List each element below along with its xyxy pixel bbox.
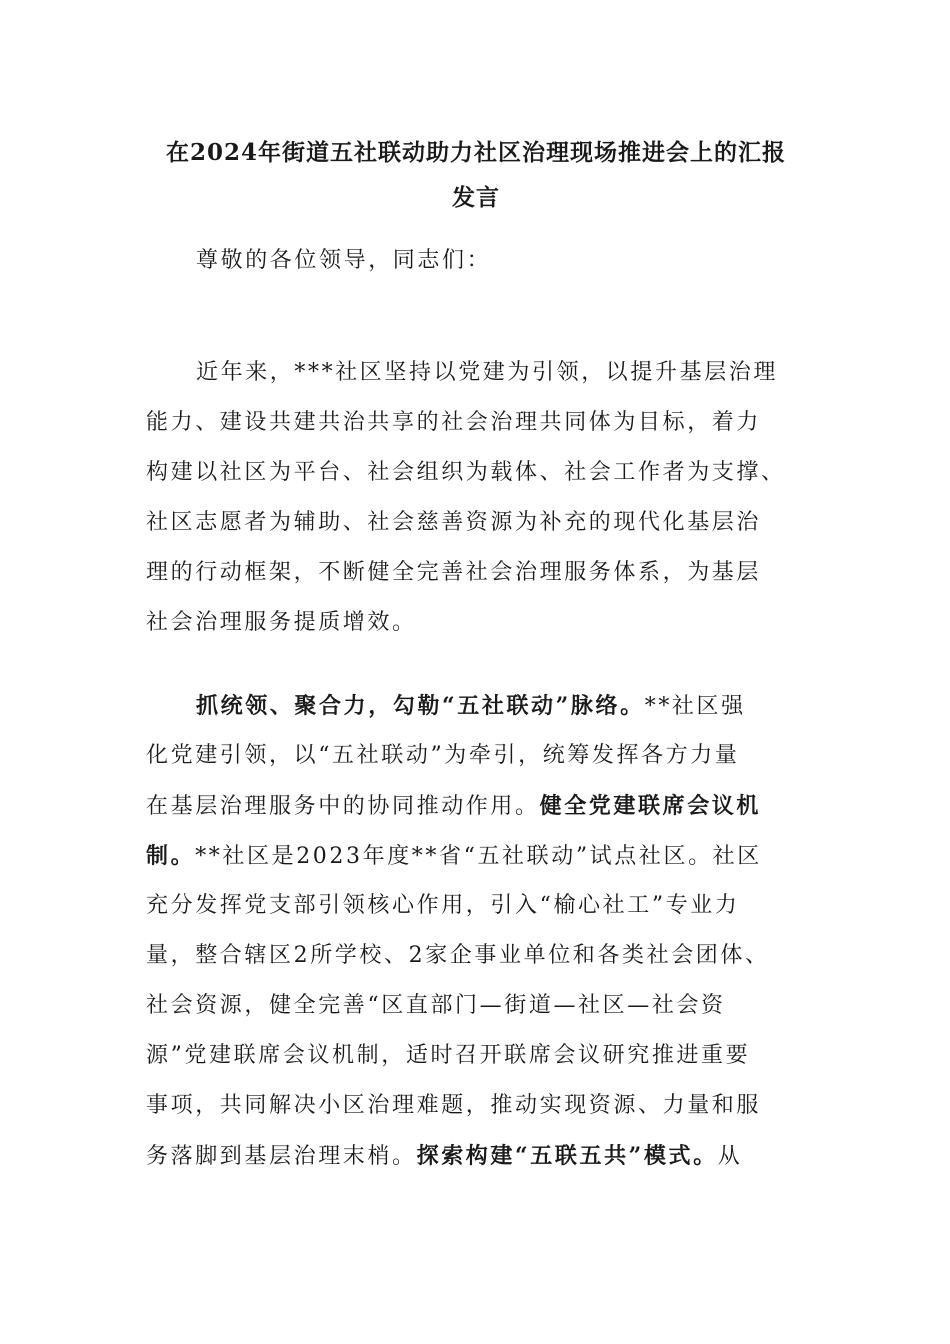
document-title-line-1: 在2024年街道五社联动助力社区治理现场推进会上的汇报 [165,139,786,166]
paragraph-2-text: **社区是2023年度**省“五社联动”试点社区。社区 [195,844,762,869]
paragraph-1-line: 理的行动框架，不断健全完善社会治理服务体系，为基层 [146,560,762,585]
paragraph-2-text: **社区强 [644,694,746,719]
paragraph-2-line [146,1141,796,1171]
paragraph-2-line [146,841,796,871]
paragraph-2-line [196,691,846,721]
section-heading: 抓统领、聚合力，勾勒“五社联动”脉络。 [196,693,645,719]
paragraph-2-line: 化党建引领，以“五社联动”为牵引，统筹发挥各方力量 [146,743,740,768]
paragraph-1-line: 近年来，***社区坚持以党建为引领，以提升基层治理 [196,360,779,385]
paragraph-2-text: 从 [717,1144,743,1169]
paragraph-1-line: 构建以社区为平台、社会组织为载体、社会工作者为支撑、 [146,460,786,485]
paragraph-2-line: 量，整合辖区2所学校、2家企事业单位和各类社会团体、 [146,943,770,968]
paragraph-2-text: 务落脚到基层治理末梢。 [146,1144,417,1169]
paragraph-2-line: 事项，共同解决小区治理难题，推动实现资源、力量和服 [146,1093,762,1118]
paragraph-2-line: 充分发挥党支部引领核心作用，引入“榆心社工”专业力 [146,893,740,918]
paragraph-2-line [146,791,796,821]
paragraph-2-text: 在基层治理服务中的协同推动作用。 [146,794,540,819]
salutation: 尊敬的各位领导，同志们： [196,248,492,273]
paragraph-2-line: 源”党建联席会议机制，适时召开联席会议研究推进重要 [146,1043,751,1068]
subheading: 健全党建联席会议机 [539,793,762,819]
document-title-line-2: 发言 [452,184,500,211]
subheading: 探索构建“五联五共”模式。 [416,1143,718,1169]
paragraph-1-line: 社会治理服务提质增效。 [146,610,417,635]
paragraph-2-line: 社会资源，健全完善“区直部门—街道—社区—社会资 [146,993,726,1018]
subheading: 制。 [146,843,196,869]
paragraph-1-line: 社区志愿者为辅助、社会慈善资源为补充的现代化基层治 [146,510,762,535]
paragraph-1-line: 能力、建设共建共治共享的社会治理共同体为目标，着力 [146,410,762,435]
